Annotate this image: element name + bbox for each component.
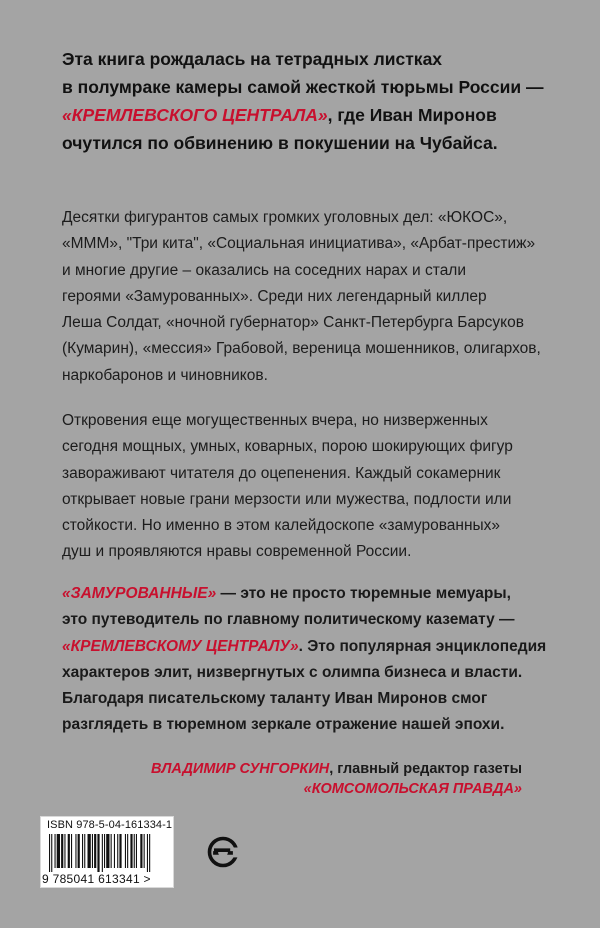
barcode-bar bbox=[125, 834, 126, 868]
barcode-bar bbox=[130, 834, 132, 868]
lead-line: «КРЕМЛЕВСКОГО ЦЕНТРАЛА», где Иван Миронов bbox=[62, 105, 497, 125]
barcode-bar bbox=[78, 834, 80, 868]
quote-line: «КРЕМЛЕВСКОМУ ЦЕНТРАЛУ». Это популярная энциклопедия bbox=[62, 637, 547, 655]
barcode-bar bbox=[68, 834, 70, 868]
text-line: Откровения еще могущественных вчера, но низверженных bbox=[62, 412, 488, 429]
lead-line: Эта книга рождалась на тетрадных листках bbox=[62, 49, 443, 69]
barcode-bar bbox=[104, 834, 105, 868]
author-role: , главный редактор газеты bbox=[329, 761, 522, 777]
review-quote bbox=[62, 581, 582, 739]
barcode-bar bbox=[51, 834, 52, 872]
quote-line: это путеводитель по главному политическому каземату — bbox=[62, 611, 515, 629]
barcode-bar bbox=[55, 834, 56, 868]
barcode-bar bbox=[97, 834, 99, 872]
book-title: «ЗАМУРОВАННЫЕ» bbox=[62, 585, 217, 602]
text-line: наркобаронов и чиновников. bbox=[62, 366, 268, 384]
barcode-label bbox=[40, 816, 174, 888]
text-line: стойкости. Но именно в этом калейдоскопе «замурованных» bbox=[62, 517, 501, 535]
text-line: завораживают читателя до оцепенения. Каждый сокамерник bbox=[62, 464, 501, 482]
barcode-bar bbox=[82, 834, 83, 868]
barcode-bar bbox=[134, 834, 135, 868]
barcode-digits: 9 785041 613341 > bbox=[42, 872, 151, 886]
barcode-bar bbox=[61, 834, 63, 868]
barcode-icon bbox=[49, 834, 167, 872]
text-line: открывает новые грани мерзости или мужества, подлости или bbox=[62, 490, 512, 508]
barcode-bar bbox=[127, 834, 128, 868]
text-line: (Кумарин), «мессия» Грабовой, вереница мошенников, олигархов, bbox=[62, 340, 541, 358]
barcode-bar bbox=[144, 834, 145, 868]
eksmo-logo-icon bbox=[205, 834, 241, 870]
barcode-bar bbox=[114, 834, 115, 868]
barcode-bar bbox=[84, 834, 85, 868]
barcode-bar bbox=[136, 834, 137, 868]
barcode-bar bbox=[71, 834, 72, 868]
central-title: «КРЕМЛЕВСКОГО ЦЕНТРАЛА» bbox=[62, 105, 328, 125]
barcode-bar bbox=[92, 834, 93, 868]
barcode-bar bbox=[88, 834, 91, 868]
barcode-bar bbox=[94, 834, 96, 868]
barcode-bar bbox=[102, 834, 103, 872]
barcode-bar bbox=[119, 834, 121, 868]
lead-line: очутился по обвинению в покушении на Чубайса. bbox=[62, 133, 498, 153]
text-line: Леша Солдат, «ночной губернатор» Санкт-Петербурга Барсуков bbox=[62, 314, 524, 332]
barcode-bar bbox=[57, 834, 60, 868]
text-line: и многие другие – оказались на соседних нарах и стали bbox=[62, 261, 467, 279]
signature-newspaper bbox=[62, 776, 522, 802]
barcode-bar bbox=[140, 834, 142, 868]
paragraph-revelations bbox=[62, 408, 582, 566]
quote-line: «ЗАМУРОВАННЫЕ» — это не просто тюремные мемуары, bbox=[62, 585, 511, 602]
isbn-text: ISBN 978-5-04-161334-1 bbox=[47, 819, 173, 831]
newspaper-name: «КОМСОМОЛЬСКАЯ ПРАВДА» bbox=[303, 781, 522, 797]
barcode-bar bbox=[111, 834, 112, 868]
quote-line: Благодаря писательскому таланту Иван Миронов смог bbox=[62, 690, 488, 708]
quote-line: разглядеть в тюремном зеркале отражение нашей эпохи. bbox=[62, 716, 505, 734]
author-name: ВЛАДИМИР СУНГОРКИН bbox=[151, 761, 330, 777]
text-line: «МММ», "Три кита", «Социальная инициатива», «Арбат-престиж» bbox=[62, 235, 536, 253]
lead-paragraph bbox=[62, 45, 582, 157]
central-title: «КРЕМЛЕВСКОМУ ЦЕНТРАЛУ» bbox=[62, 637, 299, 655]
text-line: душ и проявляются нравы современной России. bbox=[62, 543, 412, 561]
barcode-bar bbox=[75, 834, 76, 868]
barcode-bar bbox=[106, 834, 109, 868]
paragraph-defendants bbox=[62, 205, 582, 389]
barcode-bar bbox=[49, 834, 50, 872]
text-line: Десятки фигурантов самых громких уголовных дел: «ЮКОС», bbox=[62, 209, 508, 226]
barcode-bar bbox=[117, 834, 118, 868]
barcode-bar bbox=[64, 834, 65, 868]
quote-line: характеров элит, низвергнутых с олимпа бизнеса и власти. bbox=[62, 663, 523, 681]
barcode-bar bbox=[149, 834, 150, 872]
text-line: героями «Замурованных». Среди них легендарный киллер bbox=[62, 287, 487, 305]
text-line: сегодня мощных, умных, коварных, порою шокирующих фигур bbox=[62, 438, 513, 456]
barcode-bar bbox=[147, 834, 148, 872]
lead-line: в полумраке камеры самой жесткой тюрьмы России — bbox=[62, 77, 544, 97]
